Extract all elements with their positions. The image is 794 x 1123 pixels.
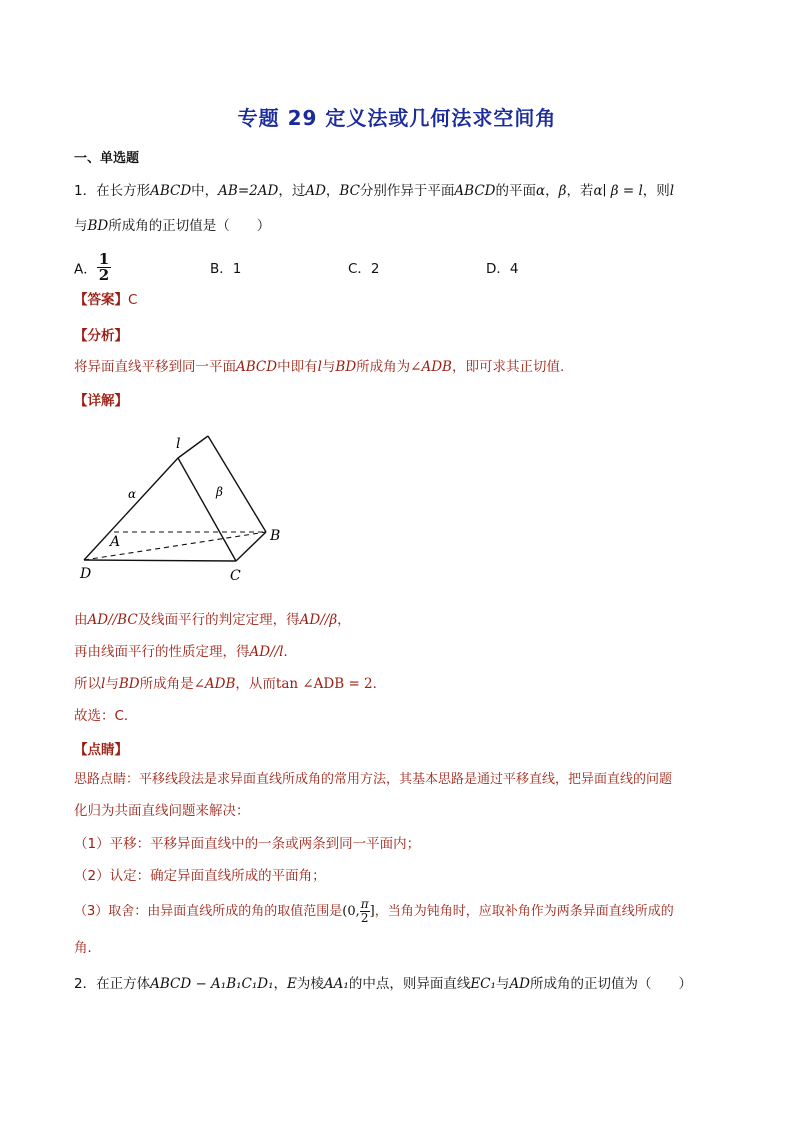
analysis-math: BD [335,359,357,375]
q1-math: α∣ β = l [593,183,643,199]
detail-math: AD//β [299,612,338,628]
edge-top-c [178,458,236,561]
label-b: B [270,528,281,544]
point-label: 【点睛】 [74,742,128,758]
q1-math: α [536,183,546,199]
q1-text: 在长方形 [96,183,151,199]
fraction-numerator: π [360,897,369,911]
q1-text: ， [325,183,340,199]
q1-text: ，则 [642,183,670,199]
q1-line2 [74,216,270,236]
option-a-fraction [97,252,111,283]
analysis-part: 所成角为 [356,359,411,375]
edge-d-top [84,458,178,560]
analysis-math: l [317,359,322,375]
detail-math: ∠ADB [193,676,236,692]
point-line-4: （2）认定：确定异面直线所成的平面角； [74,868,326,884]
analysis-math: ABCD [236,359,278,375]
q1-math: l [669,183,675,199]
section-heading: 一、单选题 [74,151,140,166]
q1-text: ， [545,183,559,199]
q1-line1 [74,181,674,201]
q2-math: ABCD − A₁B₁C₁D₁ [150,976,274,992]
interval-open: (0, [342,904,360,919]
analysis-part: 中即有 [277,359,318,375]
option-d[interactable]: D．4 [486,261,519,277]
detail-part: ，从而 [235,676,276,692]
label-beta: β [216,485,223,499]
detail-part: ． [372,676,387,692]
detail-line-2 [74,642,297,662]
edge-top-b [208,436,266,532]
fraction-denominator: 2 [98,266,110,284]
answer-value: C [128,292,138,308]
analysis-part: 将异面直线平移到同一平面 [74,359,236,375]
label-a: A [110,534,121,550]
geometry-figure [74,428,294,588]
detail-part: 再由线面平行的性质定理，得 [74,644,250,660]
option-a-label: A． [74,261,97,278]
q1-math: AB=2AD [218,183,279,199]
q2-math: AA₁ [323,976,349,992]
interval-close: ] [369,904,375,919]
q1-math: BC [339,183,360,199]
answer-label: 【答案】 [74,292,128,308]
label-alpha: α [128,487,137,501]
q2-text: 为棱 [296,976,324,992]
analysis-label: 【分析】 [74,328,128,344]
detail-part: 与 [105,676,119,692]
option-c[interactable]: C．2 [348,261,380,277]
fraction-denominator: 2 [360,911,369,925]
q1-text: ，过 [278,183,306,199]
point-line-1: 思路点睛：平移线段法是求异面直线所成角的常用方法，其基本思路是通过平移直线，把异面直线的问题 [74,772,673,787]
detail-math: tan ∠ADB = 2 [275,676,373,692]
point-line-6: 角． [74,940,101,956]
q2-text: 所成角的正切值为（ ） [530,976,693,992]
detail-label: 【详解】 [74,393,128,409]
edge-d-c [84,560,236,561]
point-interval [342,897,375,925]
q1-text: 所成角的正切值是（ ） [108,218,271,234]
q2-text: 在正方体 [96,976,151,992]
q2-text: 与 [495,976,510,992]
detail-math: BD [118,676,140,692]
q2-number: 2． [74,976,97,992]
point-part: （3）取舍：由异面直线所成的角的取值范围是 [74,904,343,919]
q2-math: E [287,976,297,992]
q2-math: AD [509,976,531,992]
q1-text: 的平面 [495,183,536,199]
q2-line [74,974,692,994]
q2-math: EC₁ [470,976,496,992]
detail-part: 由 [74,612,88,628]
q1-math: BD [87,218,109,234]
q1-math: β [558,183,567,199]
q1-number: 1． [74,183,97,199]
pi-over-two [360,898,370,925]
detail-math: AD//l [249,644,284,660]
analysis-text [74,357,564,377]
detail-part: 及线面平行的判定定理，得 [137,612,300,628]
analysis-part: 与 [321,359,336,375]
q1-math: ABCD [454,183,496,199]
point-line-2: 化归为共面直线问题来解决： [74,803,250,819]
detail-part: 所以 [74,676,101,692]
q1-text: 与 [74,218,88,234]
label-l: l [176,436,181,452]
q1-text: ，若 [566,183,594,199]
detail-math: AD//BC [87,612,138,628]
label-d: D [80,566,92,582]
detail-part: 所成角是 [139,676,194,692]
q2-text: 的中点，则异面直线 [348,976,471,992]
detail-part: ， [337,612,351,628]
point-part: ，当角为钝角时，应取补角作为两条异面直线所成的 [374,904,674,919]
q2-text: ， [273,976,288,992]
q1-text: 中， [191,183,219,199]
detail-line-4: 故选：C． [74,708,138,724]
edge-line-l [178,436,208,458]
q1-math: ABCD [150,183,192,199]
fraction-numerator: 1 [98,250,110,268]
detail-part: ． [283,644,297,660]
q1-math: AD [305,183,326,199]
detail-line-1 [74,610,351,630]
edge-c-b [236,532,266,561]
point-line-3: （1）平移：平移异面直线中的一条或两条到同一平面内； [74,836,421,852]
analysis-math: ∠ADB [410,359,452,375]
detail-math: l [101,676,106,692]
point-line-5 [74,898,674,925]
option-b[interactable]: B．1 [210,261,242,277]
label-c: C [230,568,241,584]
analysis-part: ，即可求其正切值. [451,359,565,375]
answer-line [74,290,137,310]
page-title: 专题 29 定义法或几何法求空间角 [237,106,557,130]
q1-text: 分别作异于平面 [359,183,455,199]
detail-line-3 [74,674,386,694]
option-a[interactable] [74,252,111,283]
